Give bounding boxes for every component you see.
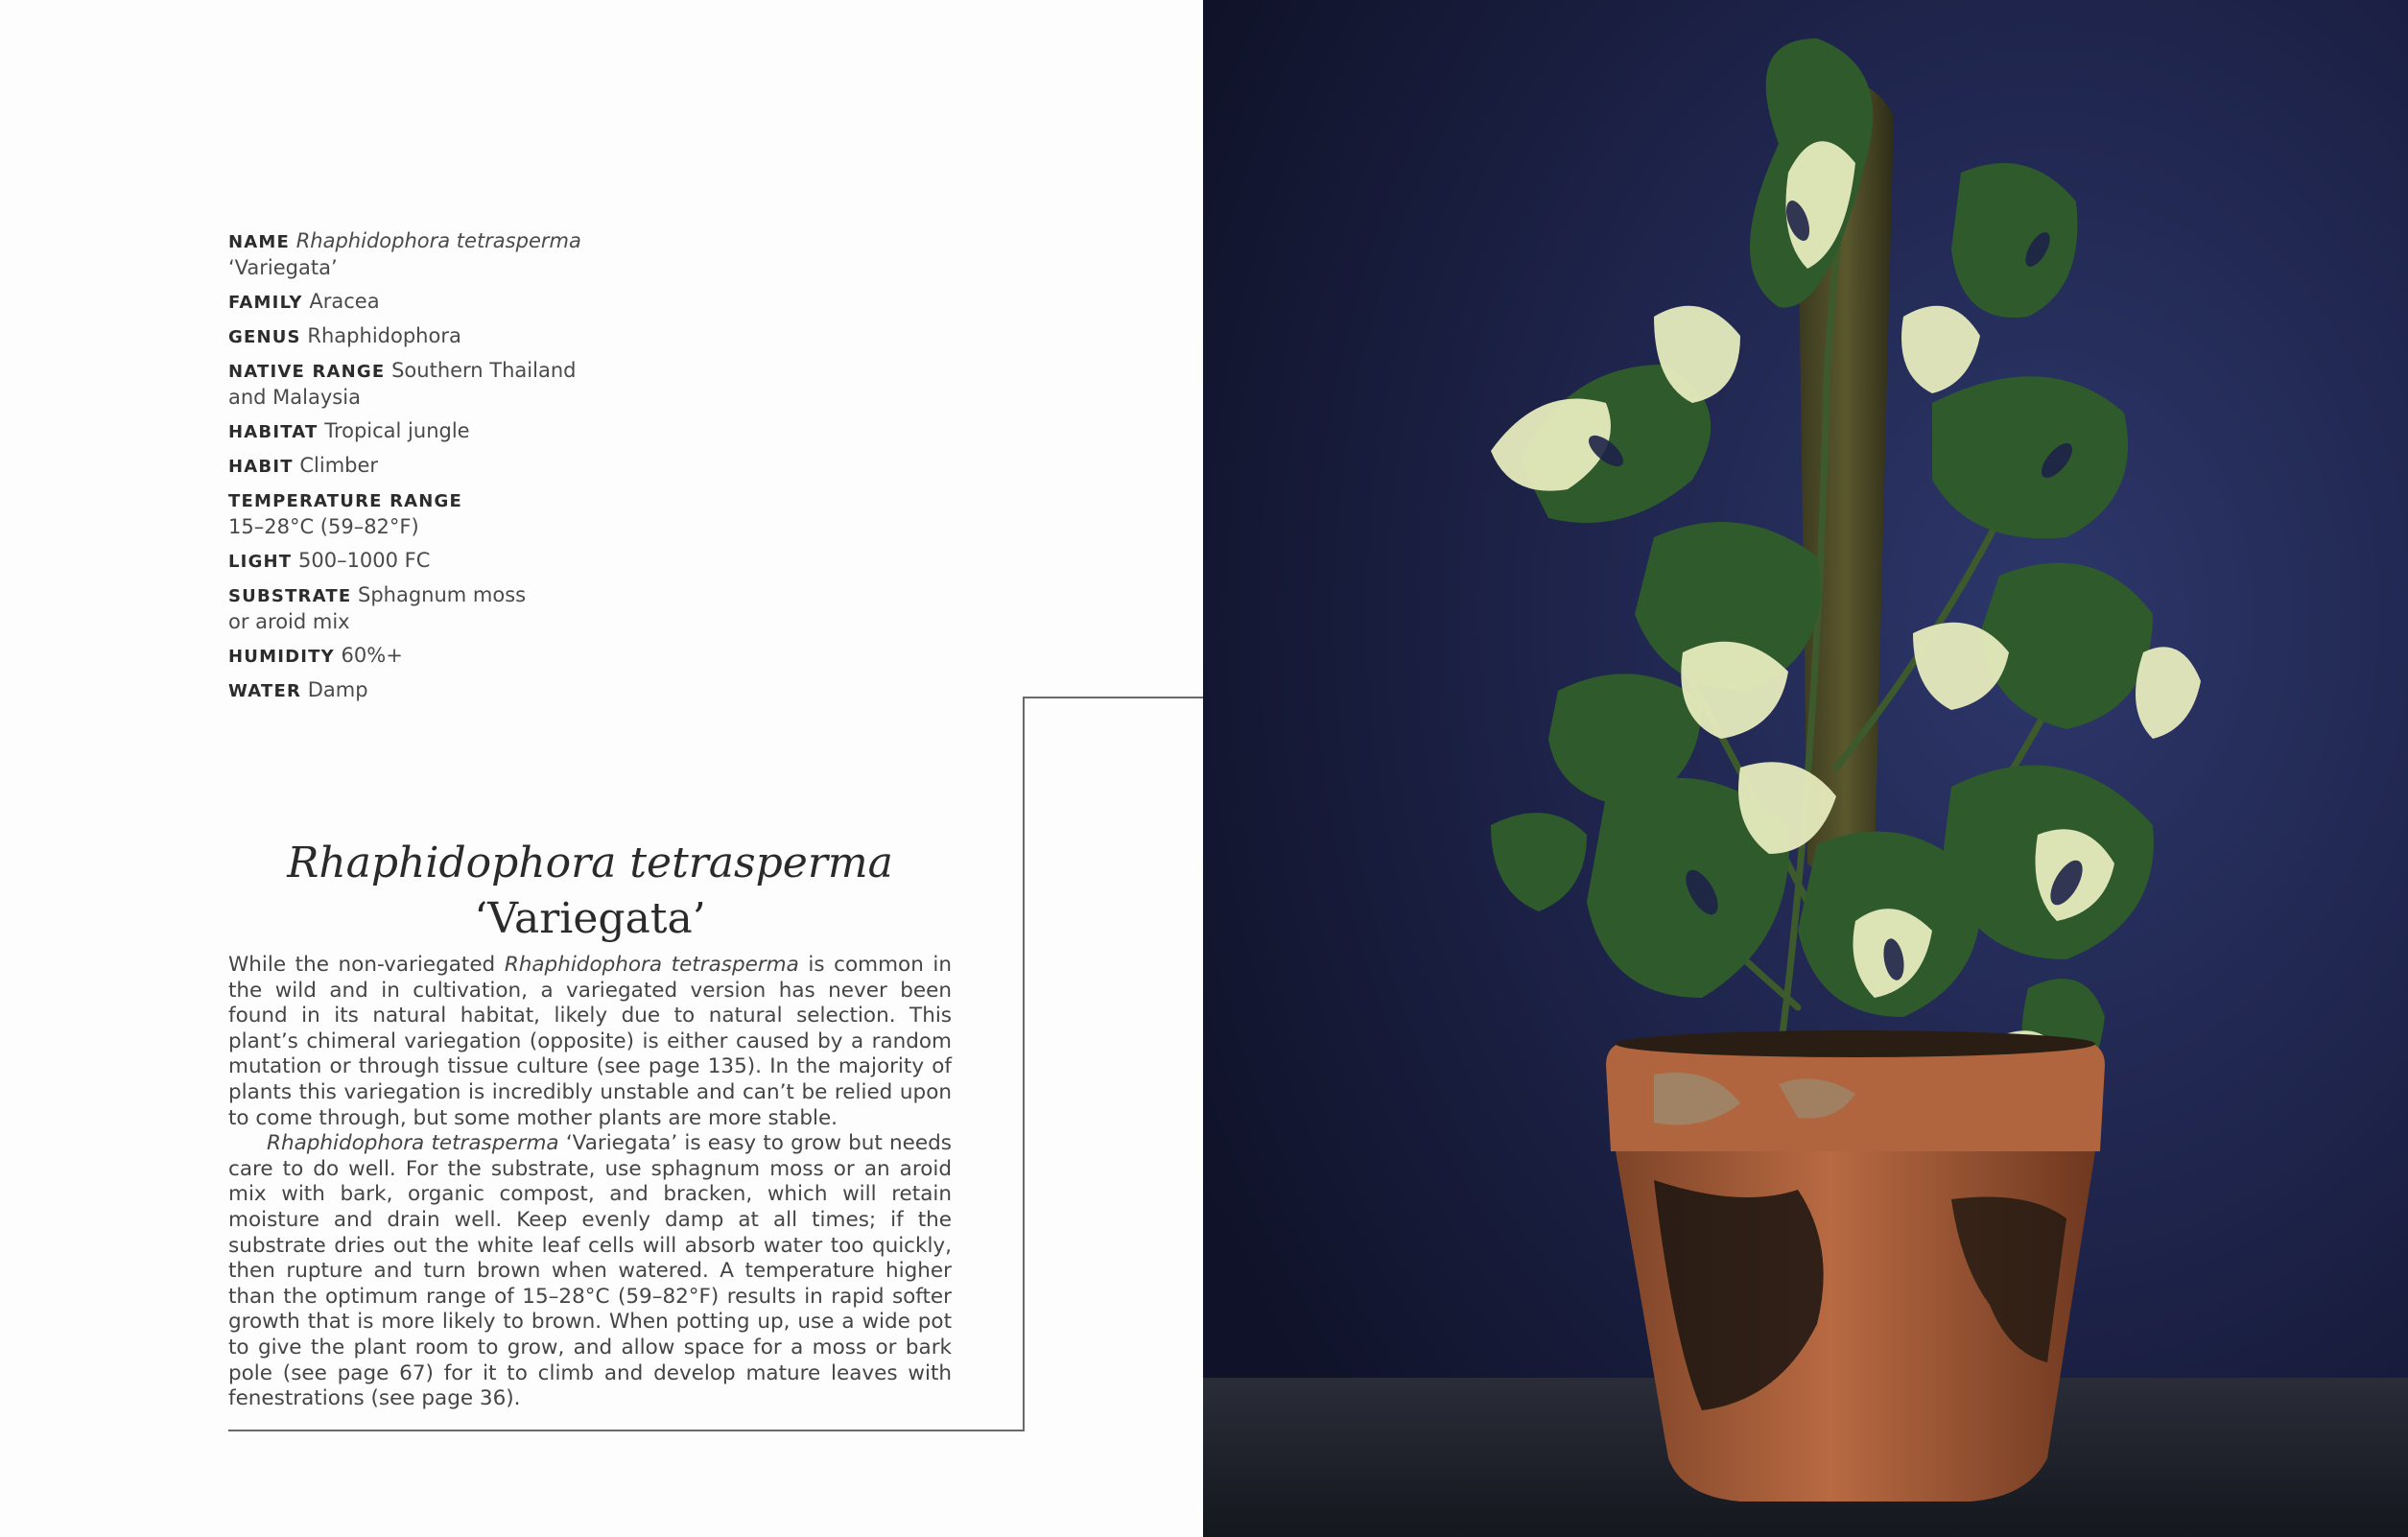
fact-light [228, 548, 612, 575]
fact-value: 500–1000 FC [297, 549, 431, 572]
fact-habitat [228, 418, 612, 445]
fact-key: HABIT [228, 457, 294, 477]
fact-key: TEMPERATURE RANGE [228, 491, 463, 511]
fact-key: FAMILY [228, 293, 303, 313]
plant-illustration [1203, 0, 2408, 1537]
fact-value: 15–28°C (59–82°F) [228, 515, 419, 538]
fact-humidity [228, 643, 612, 670]
fact-value: Damp [307, 678, 368, 701]
paragraph-2 [228, 1131, 952, 1412]
fact-genus [228, 323, 612, 350]
text-run-italic: Rhaphidophora tetrasperma [504, 953, 799, 977]
frame-rule-top [1023, 697, 1203, 698]
body-text [228, 953, 952, 1412]
fact-family [228, 289, 612, 316]
fact-value-cont: or aroid mix [228, 610, 350, 633]
fact-key: WATER [228, 681, 302, 701]
title-cultivar: ‘Variegata’ [474, 894, 706, 944]
fact-key: NAME [228, 232, 291, 252]
fact-native-range [228, 358, 612, 411]
title-species: Rhaphidophora tetrasperma [287, 839, 893, 888]
text-run: is common in the wild and in cultivation, a variegated version has never been found in its natural habitat, likely due to natural selection. This plant’s chimeral variegation (opposite) is either caused by a random mutation or through tissue culture (see page 135). In the majority of plants this variegation is incredibly unstable and can’t be relied upon to come through, but some mother plants are more stable. [228, 953, 953, 1130]
fact-value: 60%+ [341, 644, 403, 667]
fact-key: SUBSTRATE [228, 586, 352, 606]
fact-value: Southern Thailand [391, 359, 577, 382]
fact-key: HUMIDITY [228, 647, 335, 667]
fact-value: Rhaphidophora tetrasperma [295, 229, 581, 252]
fact-temperature-range [228, 487, 612, 540]
fact-value: Aracea [309, 290, 380, 313]
text-run: While the non-variegated [228, 953, 505, 977]
fact-value-cont: and Malaysia [228, 386, 361, 409]
fact-name [228, 228, 612, 281]
fact-key: HABITAT [228, 422, 319, 442]
plant-facts [228, 228, 612, 712]
fact-key: NATIVE RANGE [228, 362, 386, 382]
fact-value: Sphagnum moss [358, 583, 527, 606]
fact-value-cont: ‘Variegata’ [228, 256, 338, 279]
fact-habit [228, 453, 612, 480]
fact-key: LIGHT [228, 552, 293, 572]
text-run-italic: Rhaphidophora tetrasperma [267, 1131, 559, 1156]
paragraph-1 [228, 953, 952, 1131]
fact-value: Tropical jungle [324, 419, 470, 442]
frame-rule-right [1023, 697, 1025, 1431]
fact-value: Climber [299, 454, 379, 477]
plant-photo [1203, 0, 2408, 1537]
text-run: ‘Variegata’ is easy to grow but needs care to do well. For the substrate, use sphagnum moss or an aroid mix with bark, organic compost, and bracken, which will retain moisture and drain well. Keep evenly damp at all times; if the substrate dries out the white leaf cells will absorb water too quickly, then rupture and turn brown when watered. A temperature higher than the optimum range of 15–28°C (59–82°F) results in rapid softer growth that is more likely to brown. When potting up, use a wide pot to give the plant room to grow, and allow space for a moss or bark pole (see page 67) for it to climb and develop mature leaves with fenestrations (see page 36). [228, 1131, 952, 1411]
fact-substrate [228, 582, 612, 635]
page-title [228, 836, 952, 947]
left-page [0, 0, 1203, 1537]
fact-water [228, 677, 612, 704]
fact-value: Rhaphidophora [307, 324, 461, 347]
fact-key: GENUS [228, 327, 301, 347]
frame-rule-bottom [228, 1430, 1025, 1431]
